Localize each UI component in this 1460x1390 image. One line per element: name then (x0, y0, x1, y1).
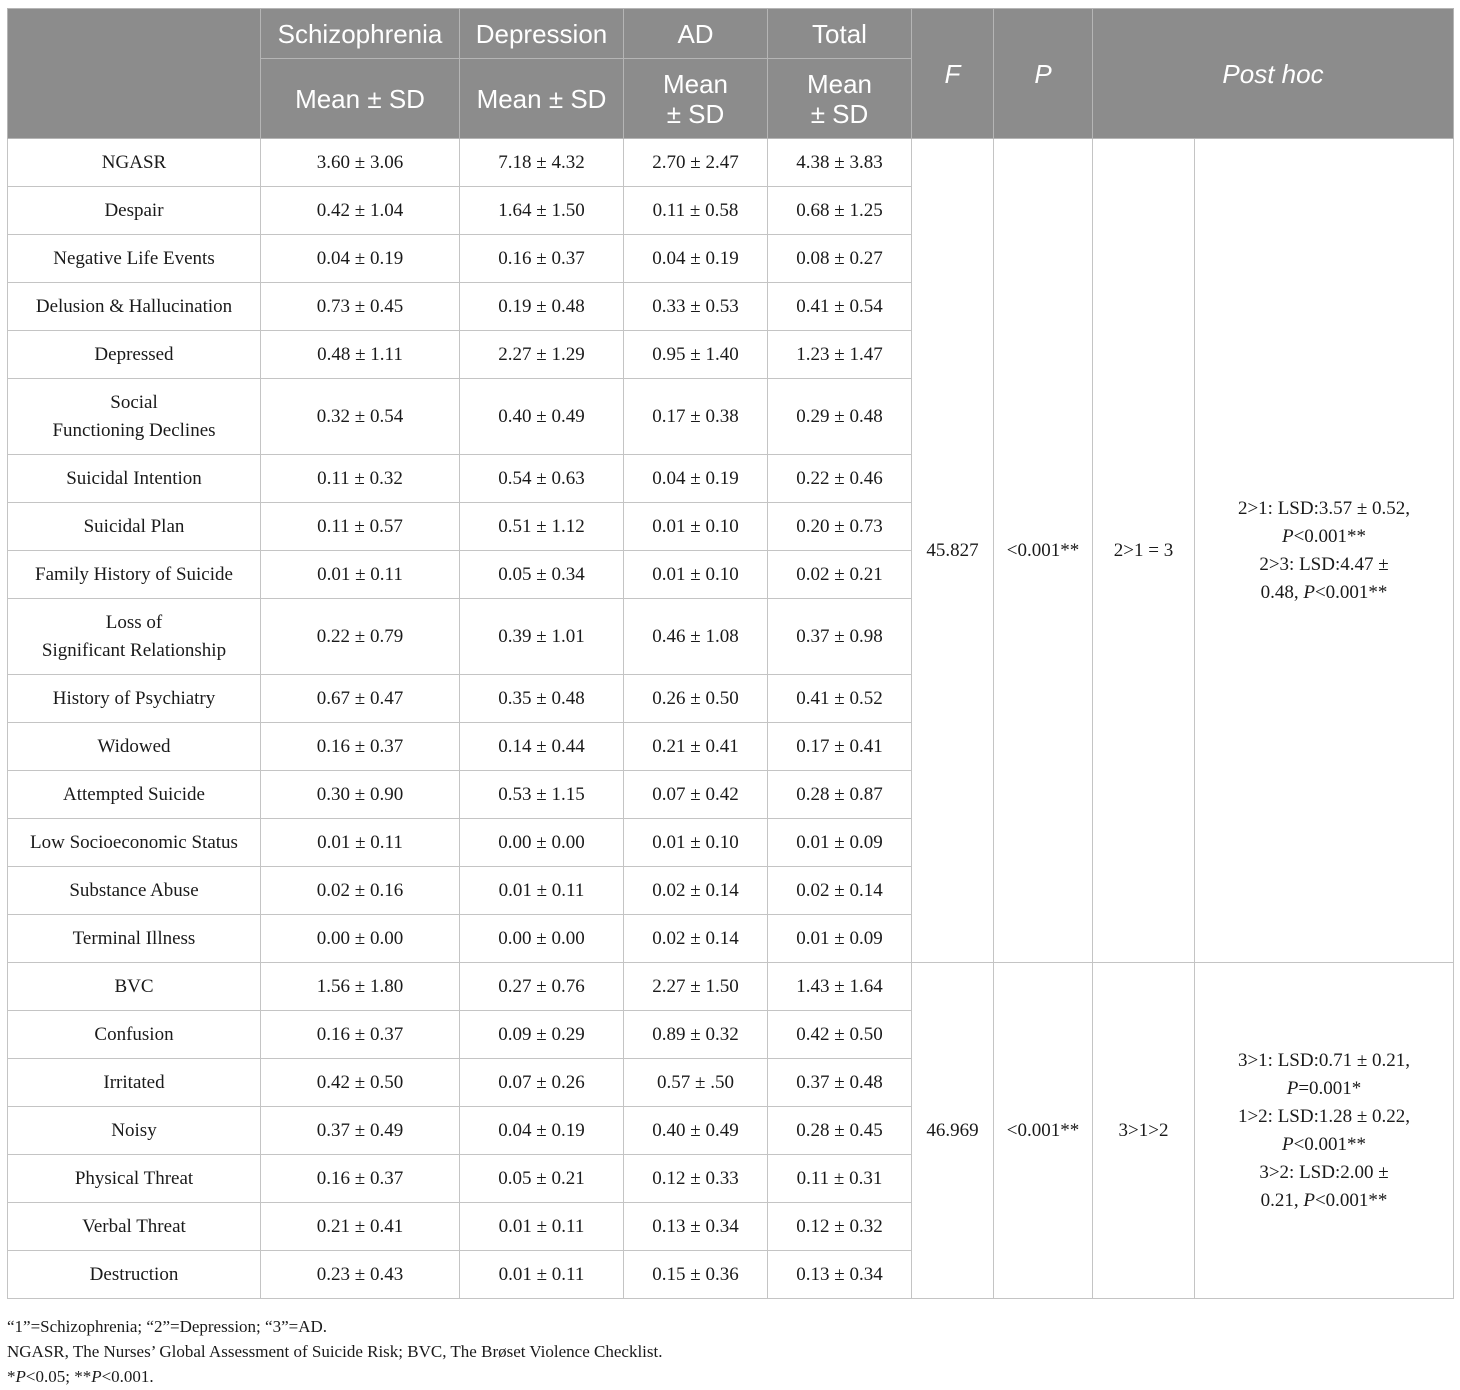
footnote-abbreviations: NGASR, The Nurses’ Global Assessment of Suicide Risk; BVC, The Brøset Violence Checklist. (7, 1342, 663, 1361)
cell-schizophrenia: 0.00 ± 0.00 (261, 915, 460, 963)
table-row (8, 139, 1454, 187)
cell-total: 0.42 ± 0.50 (768, 1011, 912, 1059)
cell-depression: 0.14 ± 0.44 (460, 723, 624, 771)
cell-ad: 0.13 ± 0.34 (624, 1203, 768, 1251)
cell-schizophrenia: 0.01 ± 0.11 (261, 819, 460, 867)
cell-depression: 0.04 ± 0.19 (460, 1107, 624, 1155)
footnote-group-codes: “1”=Schizophrenia; “2”=Depression; “3”=AD. (7, 1317, 328, 1336)
cell-depression: 0.27 ± 0.76 (460, 963, 624, 1011)
header-mean-sd-ad: Mean ± SD (624, 59, 768, 139)
cell-ad: 0.95 ± 1.40 (624, 331, 768, 379)
row-label: Verbal Threat (8, 1203, 261, 1251)
header-total: Total (768, 9, 912, 59)
header-empty-cell (8, 9, 261, 139)
cell-ad: 0.02 ± 0.14 (624, 867, 768, 915)
cell-schizophrenia: 0.37 ± 0.49 (261, 1107, 460, 1155)
cell-schizophrenia: 0.42 ± 0.50 (261, 1059, 460, 1107)
header-posthoc: Post hoc (1093, 9, 1454, 139)
cell-depression: 0.35 ± 0.48 (460, 675, 624, 723)
cell-total: 0.37 ± 0.48 (768, 1059, 912, 1107)
footnote-significance: *P<0.05; **P<0.001. (7, 1367, 154, 1386)
cell-schizophrenia: 0.01 ± 0.11 (261, 551, 460, 599)
row-label: Attempted Suicide (8, 771, 261, 819)
cell-depression: 0.07 ± 0.26 (460, 1059, 624, 1107)
group1-f-value: 45.827 (912, 139, 994, 963)
cell-total: 0.13 ± 0.34 (768, 1251, 912, 1299)
cell-total: 0.01 ± 0.09 (768, 819, 912, 867)
cell-schizophrenia: 0.11 ± 0.32 (261, 455, 460, 503)
group1-p-value: <0.001** (994, 139, 1093, 963)
cell-depression: 0.05 ± 0.21 (460, 1155, 624, 1203)
cell-depression: 0.16 ± 0.37 (460, 235, 624, 283)
cell-total: 0.68 ± 1.25 (768, 187, 912, 235)
row-label: Widowed (8, 723, 261, 771)
cell-depression: 0.00 ± 0.00 (460, 915, 624, 963)
row-label: Noisy (8, 1107, 261, 1155)
table-row (8, 963, 1454, 1011)
cell-depression: 0.00 ± 0.00 (460, 819, 624, 867)
row-label: Terminal Illness (8, 915, 261, 963)
cell-depression: 0.39 ± 1.01 (460, 599, 624, 675)
cell-total: 0.11 ± 0.31 (768, 1155, 912, 1203)
cell-depression: 0.01 ± 0.11 (460, 1203, 624, 1251)
cell-depression: 0.01 ± 0.11 (460, 1251, 624, 1299)
row-label: Delusion & Hallucination (8, 283, 261, 331)
cell-total: 0.22 ± 0.46 (768, 455, 912, 503)
row-label: NGASR (8, 139, 261, 187)
group2-p-value: <0.001** (994, 963, 1093, 1299)
row-label: Depressed (8, 331, 261, 379)
cell-schizophrenia: 0.73 ± 0.45 (261, 283, 460, 331)
cell-depression: 0.01 ± 0.11 (460, 867, 624, 915)
cell-ad: 0.17 ± 0.38 (624, 379, 768, 455)
cell-ad: 2.27 ± 1.50 (624, 963, 768, 1011)
cell-total: 0.37 ± 0.98 (768, 599, 912, 675)
cell-depression: 0.05 ± 0.34 (460, 551, 624, 599)
group1-order: 2>1 = 3 (1093, 139, 1195, 963)
cell-depression: 1.64 ± 1.50 (460, 187, 624, 235)
cell-total: 0.28 ± 0.87 (768, 771, 912, 819)
cell-schizophrenia: 0.67 ± 0.47 (261, 675, 460, 723)
row-label: Physical Threat (8, 1155, 261, 1203)
cell-schizophrenia: 0.04 ± 0.19 (261, 235, 460, 283)
cell-depression: 0.53 ± 1.15 (460, 771, 624, 819)
header-ad: AD (624, 9, 768, 59)
cell-total: 0.41 ± 0.52 (768, 675, 912, 723)
cell-schizophrenia: 0.32 ± 0.54 (261, 379, 460, 455)
cell-total: 0.02 ± 0.14 (768, 867, 912, 915)
cell-depression: 0.09 ± 0.29 (460, 1011, 624, 1059)
row-label: Family History of Suicide (8, 551, 261, 599)
row-label: Loss of Significant Relationship (8, 599, 261, 675)
cell-schizophrenia: 0.22 ± 0.79 (261, 599, 460, 675)
cell-depression: 2.27 ± 1.29 (460, 331, 624, 379)
cell-ad: 0.01 ± 0.10 (624, 503, 768, 551)
cell-ad: 0.04 ± 0.19 (624, 455, 768, 503)
row-label: Low Socioeconomic Status (8, 819, 261, 867)
cell-ad: 0.12 ± 0.33 (624, 1155, 768, 1203)
cell-ad: 0.07 ± 0.42 (624, 771, 768, 819)
cell-total: 0.20 ± 0.73 (768, 503, 912, 551)
cell-total: 4.38 ± 3.83 (768, 139, 912, 187)
header-schizophrenia: Schizophrenia (261, 9, 460, 59)
row-label: Social Functioning Declines (8, 379, 261, 455)
table-footnotes (7, 1314, 662, 1389)
cell-schizophrenia: 0.23 ± 0.43 (261, 1251, 460, 1299)
cell-total: 0.01 ± 0.09 (768, 915, 912, 963)
row-label: Suicidal Plan (8, 503, 261, 551)
row-label: Confusion (8, 1011, 261, 1059)
group2-order: 3>1>2 (1093, 963, 1195, 1299)
cell-total: 0.02 ± 0.21 (768, 551, 912, 599)
cell-depression: 0.51 ± 1.12 (460, 503, 624, 551)
cell-schizophrenia: 0.48 ± 1.11 (261, 331, 460, 379)
cell-schizophrenia: 0.16 ± 0.37 (261, 1011, 460, 1059)
cell-schizophrenia: 3.60 ± 3.06 (261, 139, 460, 187)
row-label: Destruction (8, 1251, 261, 1299)
cell-total: 0.17 ± 0.41 (768, 723, 912, 771)
cell-depression: 7.18 ± 4.32 (460, 139, 624, 187)
row-label: BVC (8, 963, 261, 1011)
row-label: Irritated (8, 1059, 261, 1107)
header-row-1 (8, 9, 1454, 59)
group2-f-value: 46.969 (912, 963, 994, 1299)
cell-ad: 0.57 ± .50 (624, 1059, 768, 1107)
group2-posthoc-detail: 3>1: LSD:0.71 ± 0.21, P=0.001* 1>2: LSD:1.28 ± 0.22, P<0.001** 3>2: LSD:2.00 ± 0.21, P<0.001** (1195, 963, 1454, 1299)
cell-ad: 0.46 ± 1.08 (624, 599, 768, 675)
cell-ad: 0.11 ± 0.58 (624, 187, 768, 235)
cell-ad: 0.21 ± 0.41 (624, 723, 768, 771)
cell-ad: 0.02 ± 0.14 (624, 915, 768, 963)
cell-ad: 0.89 ± 0.32 (624, 1011, 768, 1059)
cell-depression: 0.19 ± 0.48 (460, 283, 624, 331)
cell-schizophrenia: 0.30 ± 0.90 (261, 771, 460, 819)
group1-posthoc-detail: 2>1: LSD:3.57 ± 0.52, P<0.001** 2>3: LSD:4.47 ± 0.48, P<0.001** (1195, 139, 1454, 963)
cell-ad: 0.01 ± 0.10 (624, 819, 768, 867)
header-mean-sd-total: Mean ± SD (768, 59, 912, 139)
cell-ad: 0.01 ± 0.10 (624, 551, 768, 599)
results-table (7, 8, 1454, 1299)
cell-total: 0.29 ± 0.48 (768, 379, 912, 455)
row-label: Negative Life Events (8, 235, 261, 283)
cell-schizophrenia: 0.16 ± 0.37 (261, 723, 460, 771)
cell-total: 1.23 ± 1.47 (768, 331, 912, 379)
cell-ad: 0.33 ± 0.53 (624, 283, 768, 331)
cell-ad: 0.15 ± 0.36 (624, 1251, 768, 1299)
cell-ad: 2.70 ± 2.47 (624, 139, 768, 187)
cell-total: 0.08 ± 0.27 (768, 235, 912, 283)
cell-schizophrenia: 0.42 ± 1.04 (261, 187, 460, 235)
cell-total: 0.41 ± 0.54 (768, 283, 912, 331)
row-label: Suicidal Intention (8, 455, 261, 503)
header-p: P (994, 9, 1093, 139)
cell-total: 0.12 ± 0.32 (768, 1203, 912, 1251)
cell-ad: 0.26 ± 0.50 (624, 675, 768, 723)
row-label: Substance Abuse (8, 867, 261, 915)
cell-ad: 0.40 ± 0.49 (624, 1107, 768, 1155)
cell-schizophrenia: 0.21 ± 0.41 (261, 1203, 460, 1251)
header-depression: Depression (460, 9, 624, 59)
header-mean-sd-schizophrenia: Mean ± SD (261, 59, 460, 139)
cell-depression: 0.40 ± 0.49 (460, 379, 624, 455)
cell-schizophrenia: 1.56 ± 1.80 (261, 963, 460, 1011)
row-label: Despair (8, 187, 261, 235)
header-f: F (912, 9, 994, 139)
cell-total: 1.43 ± 1.64 (768, 963, 912, 1011)
row-label: History of Psychiatry (8, 675, 261, 723)
header-mean-sd-depression: Mean ± SD (460, 59, 624, 139)
cell-schizophrenia: 0.02 ± 0.16 (261, 867, 460, 915)
cell-total: 0.28 ± 0.45 (768, 1107, 912, 1155)
cell-schizophrenia: 0.11 ± 0.57 (261, 503, 460, 551)
cell-schizophrenia: 0.16 ± 0.37 (261, 1155, 460, 1203)
cell-ad: 0.04 ± 0.19 (624, 235, 768, 283)
cell-depression: 0.54 ± 0.63 (460, 455, 624, 503)
